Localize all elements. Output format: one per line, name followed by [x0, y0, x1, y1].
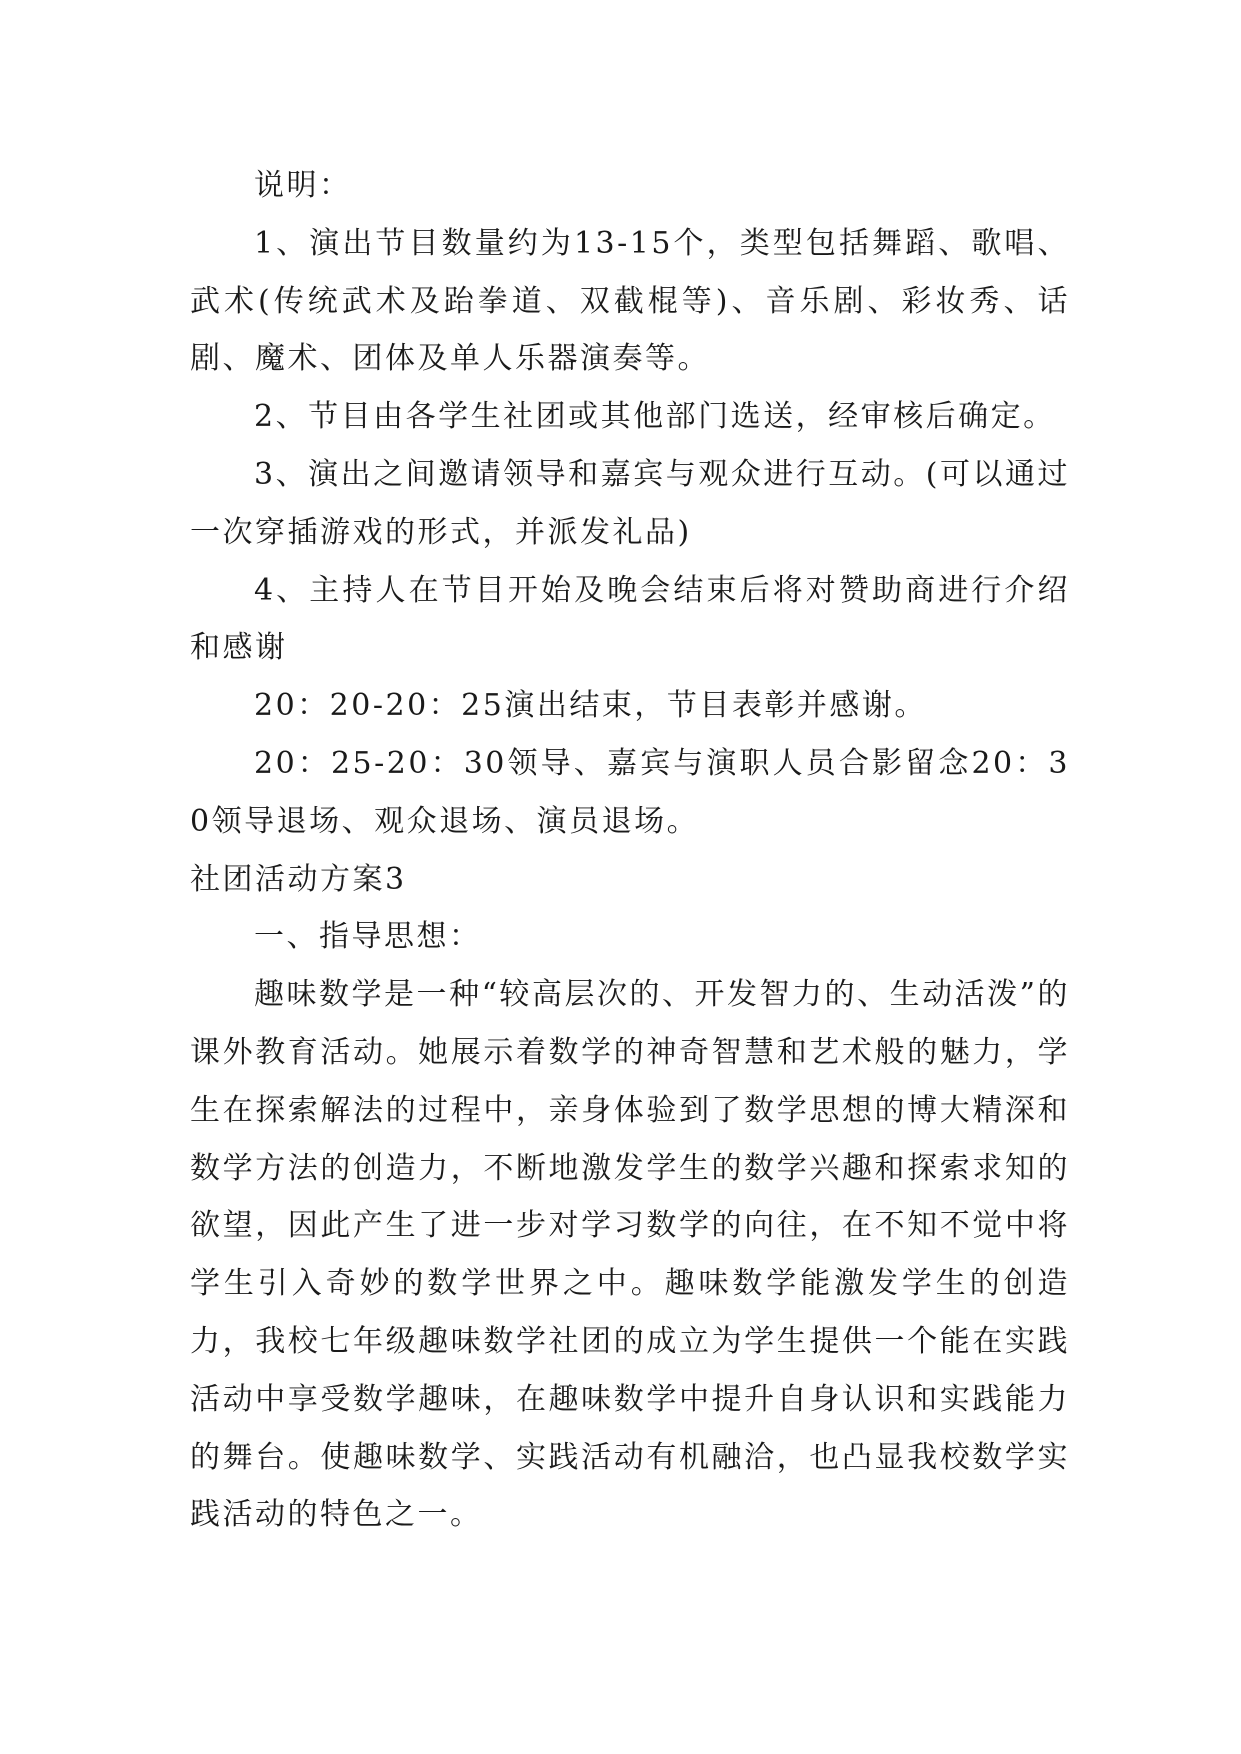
paragraph-guiding-heading: 一、指导思想：	[254, 919, 482, 955]
paragraph-schedule-2: 20：25-20：30领导、嘉宾与演职人员合影留念20：30领导退场、观众退场、演员退场。	[190, 745, 1070, 839]
section-title: 社团活动方案3	[190, 861, 407, 897]
document-body	[190, 157, 1070, 1544]
paragraph-note-heading: 说明：	[254, 168, 352, 203]
paragraph-schedule-1: 20：20-20：25演出结束，节目表彰并感谢。	[254, 688, 927, 724]
paragraph-item-1: 1、演出节目数量约为13-15个，类型包括舞蹈、歌唱、武术(传统武术及跆拳道、双截棍等)、音乐剧、彩妆秀、话剧、魔术、团体及单人乐器演奏等。	[190, 225, 1070, 377]
paragraph-item-3: 3、演出之间邀请领导和嘉宾与观众进行互动。(可以通过一次穿插游戏的形式，并派发礼品)	[190, 456, 1070, 550]
paragraph-item-4: 4、主持人在节目开始及晚会结束后将对赞助商进行介绍和感谢	[190, 572, 1070, 666]
paragraph-item-2: 2、节目由各学生社团或其他部门选送，经审核后确定。	[254, 399, 1056, 435]
paragraph-guiding-body: 趣味数学是一种“较高层次的、开发智力的、生动活泼”的课外教育活动。她展示着数学的神奇智慧和艺术般的魅力，学生在探索解法的过程中，亲身体验到了数学思想的博大精深和数学方法的创造力，不断地激发学生的数学兴趣和探索求知的欲望，因此产生了进一步对学习数学的向往，在不知不觉中将学生引入奇妙的数学世界之中。趣味数学能激发学生的创造力，我校七年级趣味数学社团的成立为学生提供一个能在实践活动中享受数学趣味，在趣味数学中提升自身认识和实践能力的舞台。使趣味数学、实践活动有机融洽，也凸显我校数学实践活动的特色之一。	[190, 977, 1070, 1533]
